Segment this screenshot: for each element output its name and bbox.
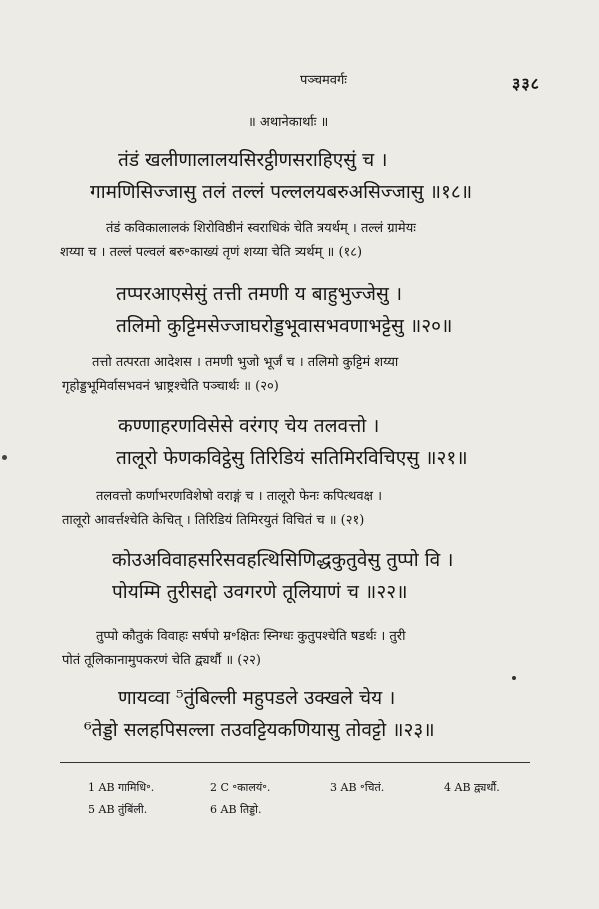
commentary-line: पोतं तूलिकानामुपकरणं चेति द्व्यर्थौ ॥ (२२)	[62, 653, 261, 668]
running-title: पञ्चमवर्गः	[300, 73, 347, 88]
verse-line: पोयम्मि तुरीसद्दो उवगरणे तूलियाणं च ॥२२॥	[112, 581, 408, 603]
verse-line: कण्णाहरणविसेसे वरंगए चेय तलवत्तो ।	[118, 415, 380, 437]
commentary-line: शय्या च । तल्लं पल्वलं बरु॰काख्यं तृणं शय्या चेति त्र्यर्थम् ॥ (१८)	[60, 245, 363, 260]
verse-line: णायव्वा ⁵तुंबिल्ली महुपडले उक्खले चेय ।	[118, 687, 396, 709]
verse-line: तलिमो कुट्टिमसेज्जाघरोड्डभूवासभवणाभट्टेसु ॥२०॥	[116, 315, 453, 337]
footnote: 4 AB द्व्यर्थौ.	[444, 781, 500, 794]
section-heading: ॥ अथानेकार्थाः ॥	[248, 115, 329, 130]
commentary-line: गृहोड्डभूमिर्वासभवनं भ्राष्ट्रश्चेति पञ्चार्थः ॥ (२०)	[62, 379, 279, 394]
verse-line: गामणिसिज्जासु तलं तल्लं पल्ललयबरुअसिज्जासु ॥१८॥	[90, 181, 473, 203]
page-edge-mark	[2, 455, 7, 460]
commentary-line: तत्तो तत्परता आदेशस । तमणी भुजो भूर्जं च । तलिमो कुट्टिमं शय्या	[92, 355, 399, 370]
page-number: ३३८	[512, 74, 540, 93]
verse-line: ⁶तेड्डो सलहपिसल्ला तउवट्टियकणियासु तोवट्टो ॥२३॥	[84, 719, 435, 741]
verse-line: तालूरो फेणकविट्ठेसु तिरिडियं सतिमिरविचिएसु ॥२१॥	[116, 447, 468, 469]
commentary-line: तलवत्तो कर्णाभरणविशेषो वराङ्गं च । तालूरो फेनः कपित्थवक्ष ।	[96, 489, 383, 504]
verse-line: तंडं खलीणालालयसिरट्ठीणसराहिएसुं च ।	[118, 149, 388, 171]
verse-line: कोउअविवाहसरिसवहत्थिसिणिद्धकुतुवेसु तुप्पो वि ।	[112, 549, 454, 571]
commentary-line: तंडं कविकालालकं शिरोविष्ठीनं स्वराधिकं चेति त्रयर्थम् । तल्लं ग्रामेयः	[106, 221, 416, 236]
commentary-line: तुप्पो कौतुकं विवाहः सर्षपो म्र॰क्षितः स्निग्धः कुतुपश्चेति षडर्थः । तुरी	[96, 629, 406, 644]
footnote: 3 AB ॰चितं.	[330, 781, 385, 794]
footnote-divider	[60, 762, 530, 763]
print-speck	[512, 676, 516, 680]
footnote: 2 C ॰कालयं॰.	[210, 781, 271, 794]
footnote: 6 AB तिड्डो.	[210, 803, 262, 816]
verse-line: तप्परआएसेसुं तत्ती तमणी य बाहुभुज्जेसु ।	[116, 283, 403, 305]
footnote: 5 AB तुंबिंली.	[88, 803, 148, 816]
footnote: 1 AB गामिधि॰.	[88, 781, 155, 794]
commentary-line: तालूरो आवर्त्तश्चेति केचित् । तिरिडियं तिमिरयुतं विचितं च ॥ (२१)	[62, 513, 365, 528]
